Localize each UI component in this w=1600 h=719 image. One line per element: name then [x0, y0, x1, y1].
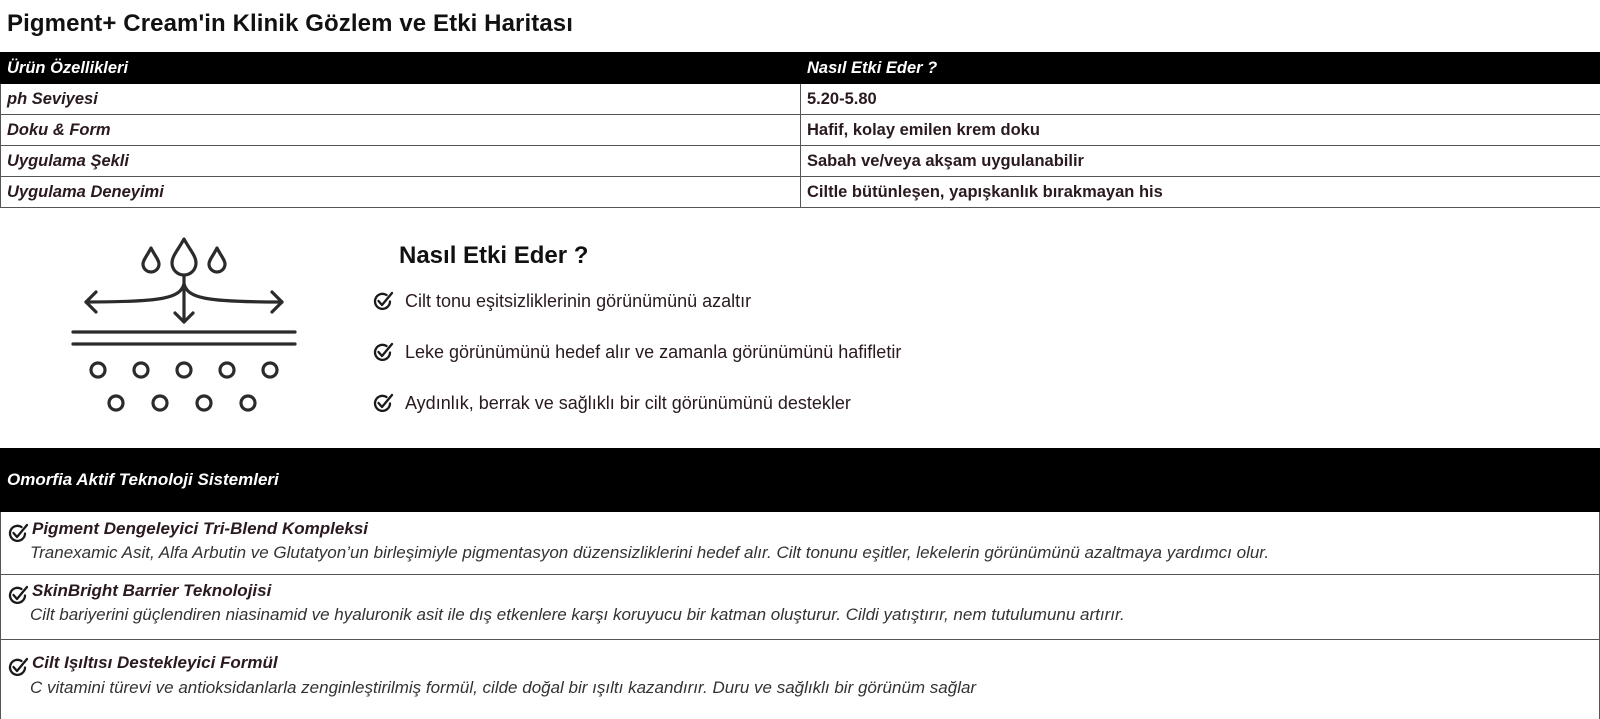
table-row	[1, 115, 1600, 146]
technology-item	[0, 575, 1600, 640]
how-it-works-list	[372, 289, 901, 442]
property-value: 5.20-5.80	[801, 84, 1600, 115]
technology-name: Cilt Işıltısı Destekleyici Formül	[32, 653, 278, 672]
property-value: Ciltle bütünleşen, yapışkanlık bırakmayan his	[801, 177, 1600, 208]
check-circle-icon	[7, 522, 29, 544]
check-circle-icon	[372, 341, 394, 363]
check-circle-icon	[7, 584, 29, 606]
properties-table	[0, 52, 1600, 208]
technologies-header	[0, 448, 1600, 512]
technology-description: Tranexamic Asit, Alfa Arbutin ve Glutatyon’un birleşimiyle pigmentasyon düzensizliklerini hedef alır. Cilt tonunu eşitler, lekelerin görünümünü azaltmaya yardımcı olur.	[30, 543, 1270, 562]
table-row	[1, 84, 1600, 115]
property-value: Sabah ve/veya akşam uygulanabilir	[801, 146, 1600, 177]
technology-name: Pigment Dengeleyici Tri-Blend Kompleksi	[32, 519, 368, 538]
point-text: Aydınlık, berrak ve sağlıklı bir cilt görünümünü destekler	[405, 392, 851, 413]
check-circle-icon	[7, 656, 29, 678]
property-value: Hafif, kolay emilen krem doku	[801, 115, 1600, 146]
technology-name: SkinBright Barrier Teknolojisi	[32, 581, 272, 600]
list-item	[372, 391, 901, 415]
list-item	[372, 289, 901, 313]
list-item	[372, 340, 901, 364]
technologies-header-text: Omorfia Aktif Teknoloji Sistemleri	[7, 470, 279, 489]
property-label: ph Seviyesi	[1, 84, 801, 115]
page-title: Pigment+ Cream'in Klinik Gözlem ve Etki Haritası	[7, 10, 574, 37]
skin-absorption-icon	[68, 236, 300, 422]
check-circle-icon	[372, 392, 394, 414]
technology-item	[0, 512, 1600, 575]
properties-header-effect: Nasıl Etki Eder ?	[801, 53, 1600, 84]
point-text: Cilt tonu eşitsizliklerinin görünümünü azaltır	[405, 290, 752, 311]
how-it-works-title: Nasıl Etki Eder ?	[399, 242, 589, 269]
properties-header-row	[1, 53, 1600, 84]
table-row	[1, 177, 1600, 208]
property-label: Uygulama Şekli	[1, 146, 801, 177]
point-text: Leke görünümünü hedef alır ve zamanla görünümünü hafifletir	[405, 341, 902, 362]
property-label: Uygulama Deneyimi	[1, 177, 801, 208]
properties-header-feature: Ürün Özellikleri	[1, 53, 801, 84]
technology-description: Cilt bariyerini güçlendiren niasinamid ve hyaluronik asit ile dış etkenlere karşı koruyucu bir katman oluşturur. Cildi yatıştırır, nem tutulumunu artırır.	[30, 605, 1125, 624]
technology-item	[0, 640, 1600, 719]
property-label: Doku & Form	[1, 115, 801, 146]
technology-description: C vitamini türevi ve antioksidanlarla zenginleştirilmiş formül, cilde doğal bir ışıltı kazandırır. Duru ve sağlıklı bir görünüm sağlar	[30, 678, 977, 697]
technologies-list	[0, 512, 1600, 719]
table-row	[1, 146, 1600, 177]
check-circle-icon	[372, 290, 394, 312]
